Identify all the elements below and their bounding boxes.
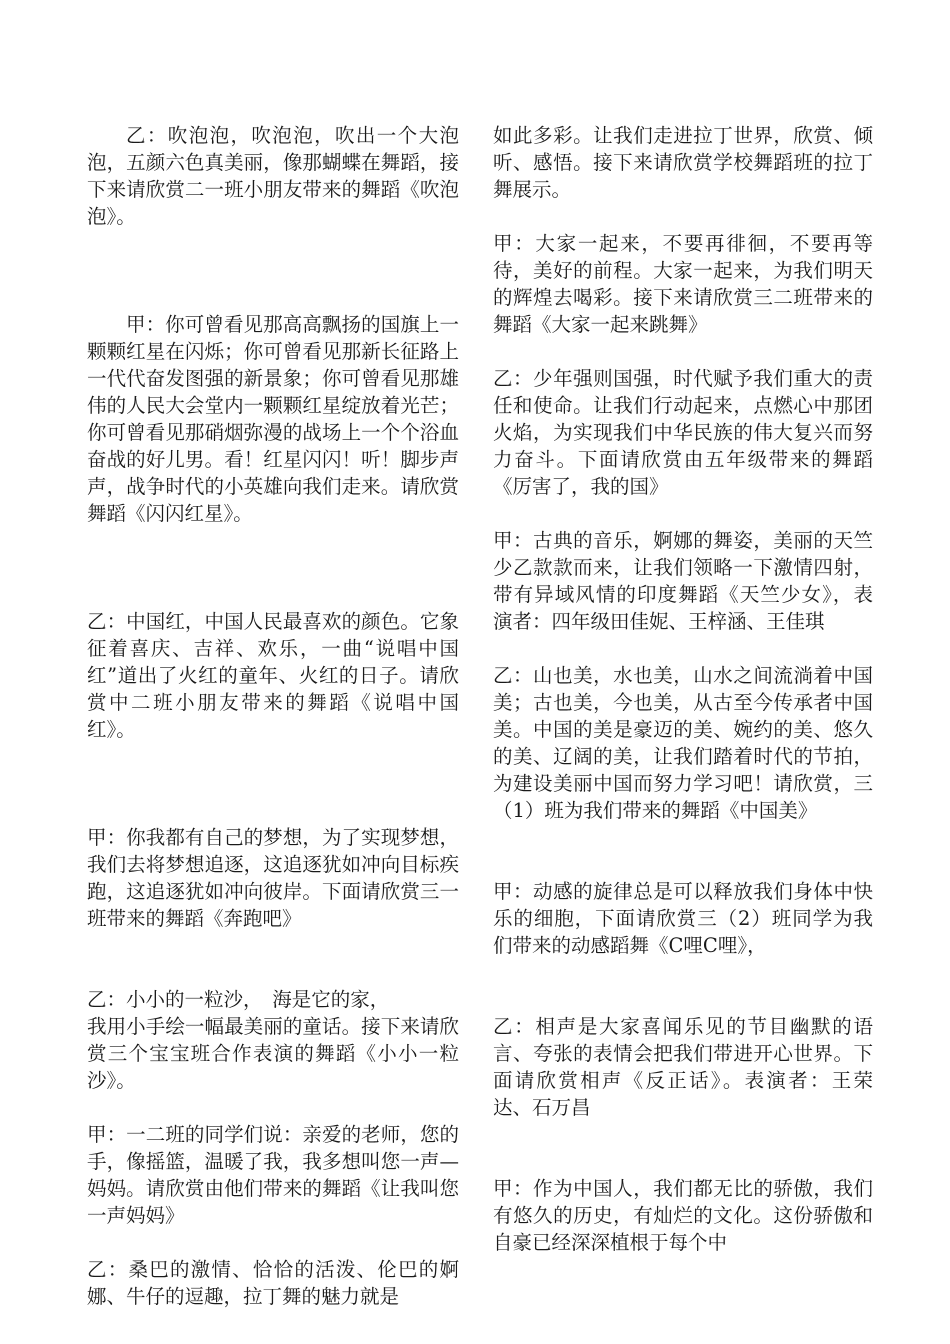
paragraph: 乙：中国红，中国人民最喜欢的颜色。它象征着喜庆、吉祥、欢乐，一曲“说唱中国红”道出了火红的童年、火红的日子。请欣赏中二班小朋友带来的舞蹈《说唱中国红》。 [87,610,459,741]
paragraph: 甲：作为中国人，我们都无比的骄傲，我们有悠久的历史，有灿烂的文化。这份骄傲和自豪已经深深植根于每个中 [493,1177,873,1254]
paragraph: 乙：小小的一粒沙， 海是它的家， 我用小手绘一幅最美丽的童话。接下来请欣赏三个宝宝班合作表演的舞蹈《小小一粒沙》。 [87,988,459,1092]
paragraph: 乙：相声是大家喜闻乐见的节目幽默的语言、夸张的表情会把我们带进开心世界。下面请欣赏相声《反正话》。表演者：王荣达、石万昌 [493,1015,873,1119]
paragraph: 甲：你我都有自己的梦想，为了实现梦想，我们去将梦想追逐，这追逐犹如冲向目标疾跑，这追逐犹如冲向彼岸。下面请欣赏三一班带来的舞蹈《奔跑吧》 [87,826,459,930]
paragraph: 如此多彩。让我们走进拉丁世界，欣赏、倾听、感悟。接下来请欣赏学校舞蹈班的拉丁舞展示。 [493,124,873,201]
paragraph: 甲：动感的旋律总是可以释放我们身体中快乐的细胞，下面请欣赏三（2）班同学为我们带来的动感蹈舞《C哩C哩》， [493,880,873,957]
paragraph: 甲：古典的音乐，婀娜的舞姿，美丽的天竺少乙款款而来，让我们领略一下激情四射，带有异域风情的印度舞蹈《天竺少女》，表演者：四年级田佳妮、王梓涵、王佳琪 [493,529,873,633]
right-column [493,122,873,1256]
paragraph: 乙：山也美，水也美，山水之间流淌着中国美；古也美，今也美，从古至今传承者中国美。中国的美是豪迈的美、婉约的美、悠久的美、辽阔的美，让我们踏着时代的节拍，为建设美丽中国而努力学习吧！请欣赏，三（1）班为我们带来的舞蹈《中国美》 [493,664,873,822]
paragraph: 乙：少年强则国强，时代赋予我们重大的责任和使命。让我们行动起来，点燃心中那团火焰，为实现我们中华民族的伟大复兴而努力奋斗。下面请欣赏由五年级带来的舞蹈《厉害了，我的国》 [493,367,873,498]
paragraph: 乙：吹泡泡，吹泡泡，吹出一个大泡泡，五颜六色真美丽，像那蝴蝶在舞蹈，接下来请欣赏二一班小朋友带来的舞蹈《吹泡泡》。 [87,124,459,228]
paragraph: 甲：一二班的同学们说：亲爱的老师，您的手，像摇篮，温暖了我，我多想叫您一声—妈妈。请欣赏由他们带来的舞蹈《让我叫您一声妈妈》 [87,1123,459,1227]
left-column [87,122,459,1310]
paragraph: 乙：桑巴的激情、恰恰的活泼、伦巴的婀娜、牛仔的逗趣，拉丁舞的魅力就是 [87,1258,459,1308]
paragraph: 甲：你可曾看见那高高飘扬的国旗上一颗颗红星在闪烁；你可曾看见那新长征路上一代代奋发图强的新景象；你可曾看见那雄伟的人民大会堂内一颗颗红星绽放着光芒；你可曾看见那硝烟弥漫的战场上一个个浴血奋战的好儿男。看！红星闪闪！听！脚步声声，战争时代的小英雄向我们走来。请欣赏舞蹈《闪闪红星》。 [87,313,459,525]
paragraph: 甲：大家一起来，不要再徘徊，不要再等待，美好的前程。大家一起来，为我们明天的辉煌去喝彩。接下来请欣赏三二班带来的舞蹈《大家一起来跳舞》 [493,232,873,336]
